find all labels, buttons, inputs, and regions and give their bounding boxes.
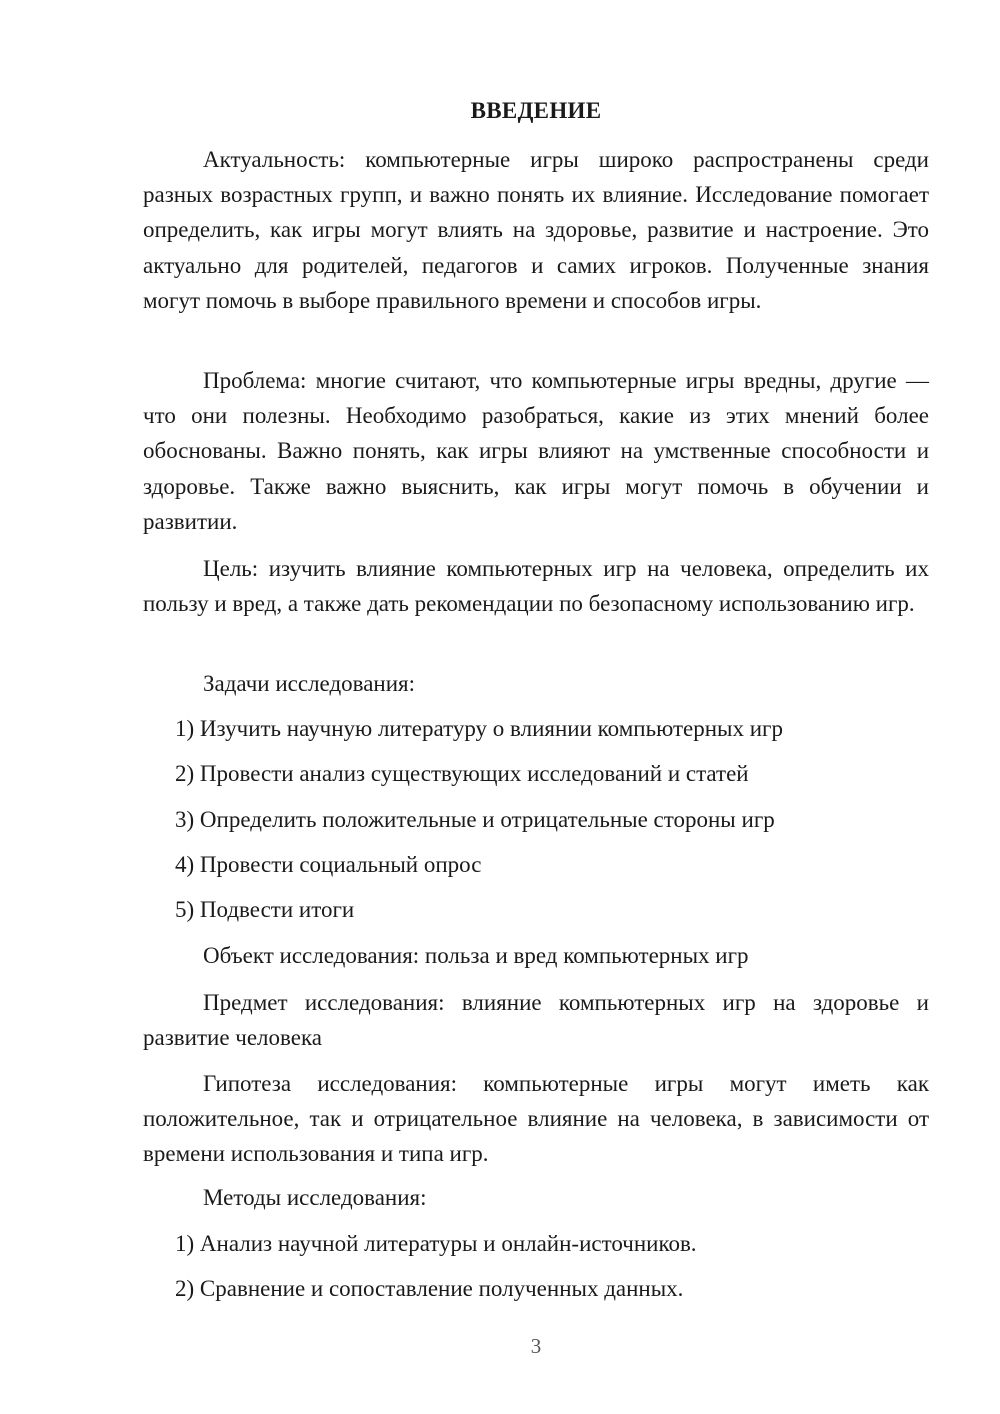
section-title: ВВЕДЕНИЕ	[470, 98, 602, 123]
list-item-task-1: 1) Изучить научную литературу о влиянии компьютерных игр	[175, 716, 783, 741]
list-item-task-4: 4) Провести социальный опрос	[175, 852, 482, 877]
paragraph-subject: Предмет исследования: влияние компьютерных игр на здоровье и развитие человека	[143, 990, 929, 1051]
paragraph-relevance: Актуальность: компьютерные игры широко распространены среди разных возрастных групп, и важно понять их влияние. Исследование помогает определить, как игры могут влиять на здоровье, развитие и настроение. Это актуально для родителей, педагогов и самих игроков. Полученные знания могут помочь в выборе правильного времени и способов игры.	[143, 147, 929, 313]
paragraph-hypothesis: Гипотеза исследования: компьютерные игры могут иметь как положительное, так и отрицательное влияние на человека, в зависимости от времени использования и типа игр.	[143, 1071, 929, 1167]
paragraph-problem: Проблема: многие считают, что компьютерные игры вредны, другие — что они полезны. Необходимо разобраться, какие из этих мнений более обоснованы. Важно понять, как игры влияют на умственные способности и здоровье. Также важно выяснить, как игры могут помочь в обучении и развитии.	[143, 368, 929, 534]
tasks-heading: Задачи исследования:	[203, 671, 416, 696]
methods-heading: Методы исследования:	[203, 1185, 427, 1210]
paragraph-object: Объект исследования: польза и вред компьютерных игр	[203, 943, 749, 968]
title-block	[0, 96, 1000, 128]
paragraph-goal: Цель: изучить влияние компьютерных игр на человека, определить их пользу и вред, а также дать рекомендации по безопасному использованию игр.	[143, 556, 929, 617]
list-item-method-2: 2) Сравнение и сопоставление полученных данных.	[175, 1276, 684, 1301]
list-item-task-2: 2) Провести анализ существующих исследований и статей	[175, 761, 749, 786]
list-item-task-3: 3) Определить положительные и отрицательные стороны игр	[175, 807, 775, 832]
list-item-task-5: 5) Подвести итоги	[175, 897, 355, 922]
list-item-method-1: 1) Анализ научной литературы и онлайн-источников.	[175, 1231, 697, 1256]
page-number: 3	[530, 1334, 542, 1358]
